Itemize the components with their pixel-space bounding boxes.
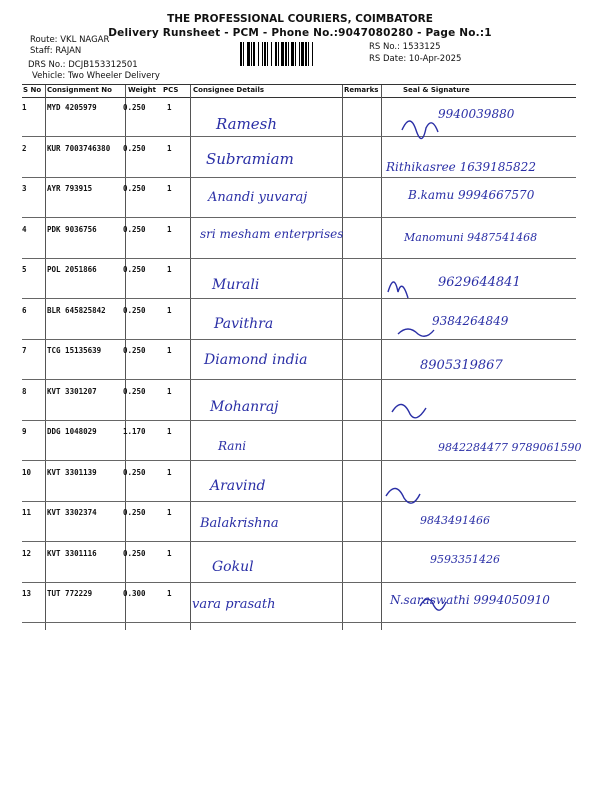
staff-label: Staff: RAJAN xyxy=(30,46,82,56)
row-weight: 0.250 xyxy=(123,265,146,274)
handwritten-consignee: Diamond india xyxy=(204,352,308,368)
handwritten-signature: Rithikasree 1639185822 xyxy=(386,159,536,174)
row-consignment-no: KVT 3301207 xyxy=(47,386,97,396)
row-consignment-no: MYD 4205979 xyxy=(47,103,97,112)
col-seal: Seal & Signature xyxy=(403,86,470,94)
row-pcs: 1 xyxy=(167,508,172,517)
handwritten-consignee: Aravind xyxy=(210,477,266,494)
handwritten-signature: B.kamu 9994667570 xyxy=(408,188,535,202)
route-label: Route: VKL NAGAR xyxy=(30,35,110,45)
row-sno: 3 xyxy=(22,184,27,193)
row-consignment-no: KUR 7003746380 xyxy=(47,143,111,153)
row-consignment-no: POL 2051866 xyxy=(47,265,97,274)
row-sno: 12 xyxy=(22,548,32,558)
row-consignment-no: TUT 772229 xyxy=(47,589,93,598)
row-weight: 0.250 xyxy=(123,143,146,153)
signature-mark xyxy=(392,404,426,417)
row-weight: 0.250 xyxy=(123,224,146,234)
row-pcs: 1 xyxy=(167,467,172,477)
handwritten-consignee: vara prasath xyxy=(192,597,276,612)
row-pcs: 1 xyxy=(167,184,172,193)
handwritten-consignee: Anandi yuvaraj xyxy=(208,190,308,205)
signature-mark xyxy=(386,488,420,503)
row-consignment-no: KVT 3301139 xyxy=(47,467,97,477)
row-sno: 10 xyxy=(22,467,32,477)
row-consignment-no: KVT 3302374 xyxy=(47,508,97,517)
signature-mark xyxy=(398,329,434,336)
handwritten-signature: 9629644841 xyxy=(438,275,521,290)
handwritten-consignee: Murali xyxy=(212,277,260,293)
signature-mark xyxy=(388,282,408,298)
row-sno: 4 xyxy=(22,224,27,234)
row-pcs: 1 xyxy=(167,143,172,153)
row-pcs: 1 xyxy=(167,103,172,112)
handwritten-consignee: Ramesh xyxy=(216,115,278,133)
handwritten-signature: 9940039880 xyxy=(438,107,515,121)
row-sno: 8 xyxy=(22,386,27,396)
row-consignment-no: TCG 15135639 xyxy=(47,346,102,355)
handwritten-signature: 9384264849 xyxy=(432,313,509,328)
row-pcs: 1 xyxy=(167,548,172,558)
row-sno: 9 xyxy=(22,427,27,436)
handwritten-consignee: sri mesham enterprises xyxy=(200,226,344,241)
row-weight: 0.300 xyxy=(123,589,146,598)
handwritten-signature: N.saraswathi 9994050910 xyxy=(390,593,550,607)
handwritten-consignee: Pavithra xyxy=(214,315,274,332)
row-sno: 11 xyxy=(22,508,32,517)
handwritten-consignee: Mohanraj xyxy=(210,398,279,415)
col-remarks: Remarks xyxy=(344,86,379,94)
row-sno: 6 xyxy=(22,305,27,315)
row-pcs: 1 xyxy=(167,265,172,274)
row-sno: 7 xyxy=(22,346,27,355)
row-consignment-no: KVT 3301116 xyxy=(47,548,97,558)
handwritten-consignee: Gokul xyxy=(212,558,254,575)
handwritten-signature: 9842284477 9789061590 xyxy=(438,441,582,454)
handwritten-signature: 9843491466 xyxy=(420,514,490,527)
row-consignment-no: PDK 9036756 xyxy=(47,224,97,234)
row-weight: 0.250 xyxy=(123,508,146,517)
row-weight: 0.250 xyxy=(123,346,146,355)
row-sno: 2 xyxy=(22,143,27,153)
row-pcs: 1 xyxy=(167,224,172,234)
handwritten-signature: Manomuni 9487541468 xyxy=(404,230,538,244)
row-consignment-no: DDG 1048029 xyxy=(47,427,97,436)
col-consignment: Consignment No xyxy=(47,86,112,94)
drs-number: DRS No.: DCJB153312501 xyxy=(28,60,138,70)
rs-date: RS Date: 10-Apr-2025 xyxy=(369,54,462,64)
row-pcs: 1 xyxy=(167,386,172,396)
row-consignment-no: BLR 645825842 xyxy=(47,305,106,315)
row-weight: 1.170 xyxy=(123,427,146,436)
handwritten-consignee: Balakrishna xyxy=(200,516,279,531)
row-pcs: 1 xyxy=(167,305,172,315)
rs-number: RS No.: 1533125 xyxy=(369,42,441,52)
handwritten-signature: 8905319867 xyxy=(420,358,503,373)
handwritten-signature: 9593351426 xyxy=(430,552,500,566)
handwritten-consignee: Rani xyxy=(218,439,247,453)
vehicle-label: Vehicle: Two Wheeler Delivery xyxy=(32,71,160,81)
row-sno: 13 xyxy=(22,589,32,598)
row-weight: 0.250 xyxy=(123,467,146,477)
col-pcs: PCS xyxy=(163,86,179,94)
row-weight: 0.250 xyxy=(123,548,146,558)
col-weight: Weight xyxy=(128,86,156,94)
row-weight: 0.250 xyxy=(123,386,146,396)
row-weight: 0.250 xyxy=(123,184,146,193)
runsheet-subtitle: Delivery Runsheet - PCM - Phone No.:9047080280 - Page No.:1 xyxy=(108,27,492,39)
row-sno: 1 xyxy=(22,103,27,112)
row-consignment-no: AYR 793915 xyxy=(47,184,93,193)
row-pcs: 1 xyxy=(167,346,172,355)
row-weight: 0.250 xyxy=(123,305,146,315)
handwritten-consignee: Subramiam xyxy=(206,149,294,168)
company-title: THE PROFESSIONAL COURIERS, COIMBATORE xyxy=(167,13,433,25)
row-pcs: 1 xyxy=(167,589,172,598)
row-sno: 5 xyxy=(22,265,27,274)
col-consignee: Consignee Details xyxy=(193,86,265,94)
row-weight: 0.250 xyxy=(123,103,146,112)
row-pcs: 1 xyxy=(167,427,172,436)
signature-mark xyxy=(402,121,438,139)
col-sno: S No xyxy=(23,86,42,94)
